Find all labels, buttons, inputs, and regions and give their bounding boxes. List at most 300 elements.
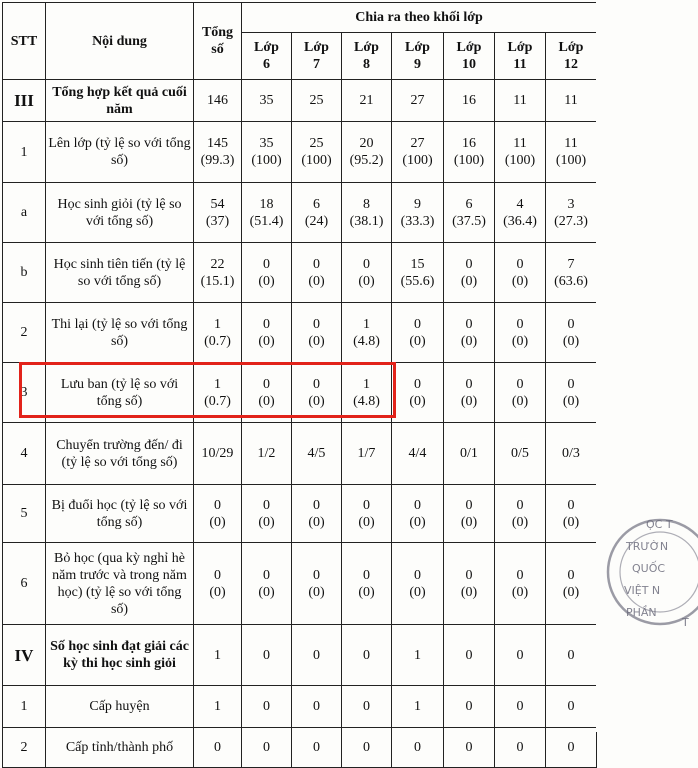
cell-grade-value [444,243,495,303]
header-grade-word: Lớp [304,40,329,55]
cell-grade-value [392,625,444,686]
table-row [3,543,597,625]
cell-count: 1 [414,699,421,714]
cell-percent: (0.7) [204,393,231,409]
cell-grade-value [444,122,495,183]
row-stt: a [3,183,46,243]
cell-grade-value [495,303,546,363]
table-row [3,686,597,728]
cell-grade-value [495,183,546,243]
header-grade-group: Chia ra theo khối lớp [242,3,597,33]
cell-percent: (0) [460,584,478,600]
row-content: Học sinh giỏi (tỷ lệ so với tổng số) [46,183,194,243]
cell-grade-value [342,363,392,423]
cell-grade-value [546,625,597,686]
cell-count: 0 [214,740,221,755]
cell-grade-value [342,543,392,625]
header-total-line2: số [211,42,224,57]
cell-percent: (0) [409,393,426,409]
header-stt: STT [3,3,46,80]
cell-count: 0 [567,567,575,583]
row-content: Số học sinh đạt giải các kỳ thi học sinh giỏi [46,625,194,686]
cell-count: 1 [363,376,370,392]
row-stt: 2 [3,728,46,768]
cell-count: 27 [410,136,425,151]
cell-count: 0 [516,699,524,714]
header-grade-10 [444,33,495,80]
cell-percent: (0) [358,584,375,600]
header-grade-word: Lớp [507,40,533,55]
cell-percent: (0.7) [204,333,231,349]
cell-grade-value [546,303,597,363]
row-stt: III [3,80,46,122]
cell-count: 20 [359,136,374,151]
cell-grade-value [242,80,292,122]
cell-count: 0 [363,647,370,663]
header-total [194,3,242,80]
cell-total [194,543,242,625]
cell-grade-value [495,485,546,543]
cell-grade-value [495,625,546,686]
cell-count: 25 [309,93,324,108]
cell-percent: (0) [562,393,580,409]
row-stt: 4 [3,423,46,485]
cell-grade-value [444,543,495,625]
cell-grade-value [292,625,342,686]
cell-count: 0 [516,567,524,583]
cell-percent: (0) [308,393,325,409]
cell-count: 0 [567,316,575,332]
stamp-text-line: PHẦN [626,606,657,619]
cell-grade-value [342,80,392,122]
row-content: Cấp huyện [46,686,194,728]
table-row [3,80,597,122]
cell-percent: (0) [511,393,529,409]
cell-grade-value [342,625,392,686]
cell-count: 0 [465,316,473,332]
cell-grade-value [292,363,342,423]
stamp-text-line: T [682,616,689,629]
cell-count: 0 [263,567,270,583]
cell-count: 4/5 [307,446,326,461]
cell-grade-value [292,728,342,768]
cell-grade-value [392,183,444,243]
cell-percent: (99.3) [200,153,235,168]
cell-grade-value [392,485,444,543]
cell-count: 0 [567,740,575,755]
cell-percent: (0) [308,333,325,349]
cell-percent: (0) [460,393,478,409]
cell-grade-value [546,686,597,728]
header-grade-number: 10 [462,57,476,72]
cell-percent: (0) [308,584,325,600]
header-total-line1: Tổng [201,25,234,40]
cell-grade-value [292,686,342,728]
cell-grade-value [292,303,342,363]
cell-percent: (33.3) [400,213,435,229]
cell-grade-value [242,303,292,363]
cell-percent: (0) [562,333,580,349]
cell-count: 35 [259,136,274,151]
cell-percent: (95.2) [349,153,384,168]
cell-count: 1 [414,647,421,663]
cell-count: 0 [214,497,221,513]
cell-percent: (0) [258,333,275,349]
cell-grade-value [242,183,292,243]
cell-grade-value [392,686,444,728]
cell-total [194,183,242,243]
cell-grade-value [292,183,342,243]
cell-grade-value [444,80,495,122]
row-stt: IV [3,625,46,686]
cell-grade-value [242,625,292,686]
table-row [3,303,597,363]
row-content: Học sinh tiên tiến (tỷ lệ so với tổng số) [46,243,194,303]
cell-grade-value [242,728,292,768]
cell-count: 0 [313,740,320,755]
cell-percent: (100) [251,153,282,168]
cell-count: 0 [313,497,320,513]
cell-count: 6 [465,196,473,212]
cell-percent: (63.6) [554,273,588,289]
cell-total [194,122,242,183]
cell-count: 1 [214,647,221,663]
cell-count: 0 [567,699,575,714]
cell-percent: (0) [562,584,580,600]
stamp-text-line: QUỐC [632,562,666,575]
cell-count: 0 [313,376,320,392]
cell-percent: (0) [409,514,426,530]
cell-percent: (0) [358,514,375,530]
cell-count: 0 [414,316,421,332]
header-grade-number: 8 [363,57,370,72]
cell-total [194,686,242,728]
row-content: Thi lại (tỷ lệ so với tổng số) [46,303,194,363]
cell-grade-value [292,485,342,543]
cell-grade-value [444,423,495,485]
row-stt: 6 [3,543,46,625]
cell-count: 21 [359,93,374,108]
cell-grade-value [546,80,597,122]
header-grade-word: Lớp [354,40,379,55]
row-stt: 1 [3,686,46,728]
header-grade-number: 12 [564,57,578,72]
cell-grade-value [444,625,495,686]
cell-percent: (0) [209,584,226,600]
cell-count: 0 [516,316,524,332]
cell-total [194,303,242,363]
cell-count: 0 [567,647,575,663]
cell-count: 1 [214,376,221,392]
row-content: Bị đuổi học (tỷ lệ so với tổng số) [46,485,194,543]
cell-count: 0 [465,567,473,583]
cell-count: 0 [363,567,370,583]
cell-count: 145 [207,136,228,151]
cell-count: 146 [207,93,228,108]
cell-grade-value [392,543,444,625]
cell-count: 16 [462,136,476,151]
header-grade-word: Lớp [456,40,482,55]
stamp-text-line: ỌC T [646,518,673,531]
cell-percent: (0) [258,273,275,289]
header-grade-word: Lớp [254,40,279,55]
cell-percent: (100) [555,153,587,168]
cell-grade-value [342,303,392,363]
cell-grade-value [444,686,495,728]
cell-total [194,243,242,303]
row-stt: 2 [3,303,46,363]
cell-count: 0 [363,699,370,714]
cell-count: 0 [465,376,473,392]
cell-count: 0 [414,567,421,583]
cell-count: 0 [313,567,320,583]
cell-percent: (0) [258,393,275,409]
cell-grade-value [342,183,392,243]
cell-total [194,80,242,122]
cell-percent: (0) [258,514,275,530]
cell-count: 4 [516,196,524,212]
cell-grade-value [444,303,495,363]
cell-grade-value [242,485,292,543]
cell-grade-value [546,363,597,423]
cell-percent: (100) [504,153,536,168]
table-row [3,625,597,686]
cell-count: 11 [564,93,578,108]
cell-grade-value [546,485,597,543]
cell-percent: (0) [358,273,375,289]
cell-percent: (51.4) [249,213,284,229]
cell-grade-value [342,485,392,543]
cell-grade-value [444,485,495,543]
table-row [3,363,597,423]
table-row [3,485,597,543]
cell-percent: (0) [511,514,529,530]
header-grade-number: 11 [513,57,527,72]
cell-count: 18 [259,196,274,212]
cell-percent: (100) [402,153,433,168]
cell-grade-value [242,122,292,183]
cell-count: 1/2 [257,446,276,461]
cell-count: 0 [414,497,421,513]
header-grade-7 [292,33,342,80]
cell-count: 11 [513,93,527,108]
cell-total [194,423,242,485]
cell-grade-value [392,303,444,363]
header-grade-12 [546,33,597,80]
cell-count: 0/1 [460,446,478,461]
table-row [3,728,597,768]
cell-percent: (0) [209,514,226,530]
header-grade-word: Lớp [558,40,584,55]
cell-grade-value [495,543,546,625]
cell-grade-value [242,243,292,303]
cell-count: 0 [516,740,524,755]
cell-count: 54 [210,196,225,212]
cell-grade-value [392,728,444,768]
header-grade-number: 9 [414,57,421,72]
cell-percent: (0) [308,273,325,289]
cell-percent: (0) [511,273,529,289]
cell-count: 16 [462,93,476,108]
cell-count: 15 [410,256,425,272]
cell-grade-value [546,183,597,243]
cell-grade-value [392,243,444,303]
cell-grade-value [242,543,292,625]
cell-percent: (0) [308,514,325,530]
row-stt: b [3,243,46,303]
cell-grade-value [392,122,444,183]
cell-percent: (37.5) [452,213,486,229]
cell-percent: (0) [258,584,275,600]
cell-percent: (100) [301,153,332,168]
cell-count: 0 [313,316,320,332]
cell-percent: (0) [562,514,580,530]
cell-count: 4/4 [408,446,427,461]
header-grade-11 [495,33,546,80]
cell-grade-value [292,243,342,303]
cell-count: 0 [263,256,270,272]
header-grade-number: 7 [313,57,320,72]
cell-count: 0/3 [562,446,580,461]
cell-count: 0 [465,699,473,714]
cell-count: 11 [513,136,527,151]
row-content: Lưu ban (tỷ lệ so với tổng số) [46,363,194,423]
cell-count: 9 [414,196,421,212]
cell-grade-value [292,543,342,625]
cell-grade-value [546,543,597,625]
cell-percent: (0) [409,333,426,349]
cell-percent: (4.8) [353,393,380,409]
cell-grade-value [546,423,597,485]
header-grade-8 [342,33,392,80]
cell-grade-value [392,80,444,122]
cell-count: 1 [214,699,221,714]
cell-count: 0 [414,376,421,392]
cell-count: 0 [313,699,320,714]
cell-count: 11 [564,136,578,151]
cell-count: 0 [465,740,473,755]
cell-grade-value [444,363,495,423]
cell-count: 8 [363,196,370,212]
cell-percent: (24) [304,213,329,229]
cell-count: 1/7 [357,446,376,461]
cell-percent: (15.1) [200,273,235,289]
cell-count: 0 [465,497,473,513]
cell-grade-value [242,363,292,423]
cell-percent: (0) [511,584,529,600]
cell-count: 3 [567,196,575,212]
cell-grade-value [292,80,342,122]
header-content: Nội dung [46,3,194,80]
cell-count: 0 [567,497,575,513]
table-row [3,122,597,183]
cell-count: 0 [516,497,524,513]
cell-count: 10/29 [201,446,234,461]
cell-grade-value [392,363,444,423]
cell-grade-value [546,122,597,183]
header-grade-6 [242,33,292,80]
cell-grade-value [495,80,546,122]
table-row [3,183,597,243]
cell-count: 0 [516,647,524,663]
cell-count: 0 [214,567,221,583]
cell-grade-value [342,423,392,485]
cell-count: 0 [363,256,370,272]
row-content: Cấp tỉnh/thành phố [46,728,194,768]
cell-grade-value [444,728,495,768]
cell-total [194,363,242,423]
cell-count: 0/5 [511,446,529,461]
cell-count: 35 [259,93,274,108]
cell-percent: (0) [409,584,426,600]
row-content: Bỏ học (qua kỳ nghỉ hè năm trước và trong năm học) (tỷ lệ so với tổng số) [46,543,194,625]
cell-grade-value [495,423,546,485]
cell-percent: (4.8) [353,333,380,349]
results-table [2,2,597,768]
cell-percent: (0) [511,333,529,349]
cell-count: 0 [363,497,370,513]
table-row [3,423,597,485]
cell-count: 0 [465,256,473,272]
cell-grade-value [342,122,392,183]
header-grade-word: Lớp [405,40,430,55]
cell-count: 0 [263,740,270,755]
cell-count: 0 [363,740,370,755]
row-stt: 3 [3,363,46,423]
cell-percent: (37) [205,213,230,229]
cell-grade-value [495,363,546,423]
cell-grade-value [292,122,342,183]
cell-percent: (27.3) [554,213,588,229]
cell-count: 0 [263,699,270,714]
cell-count: 0 [567,376,575,392]
cell-grade-value [495,243,546,303]
cell-count: 6 [313,196,320,212]
row-content: Tổng hợp kết quả cuối năm [46,80,194,122]
stamp-text-line: VIỆT N [624,584,661,597]
cell-count: 0 [414,740,421,755]
stamp-text-line: TRƯỜN [626,540,669,553]
cell-count: 0 [263,376,270,392]
cell-count: 0 [263,316,270,332]
cell-count: 1 [363,316,370,332]
cell-grade-value [495,728,546,768]
cell-grade-value [495,122,546,183]
header-grade-number: 6 [263,57,270,72]
cell-grade-value [444,183,495,243]
table-row [3,243,597,303]
cell-percent: (0) [460,514,478,530]
cell-count: 7 [567,256,575,272]
row-stt: 5 [3,485,46,543]
cell-grade-value [342,728,392,768]
cell-count: 27 [410,93,425,108]
cell-total [194,728,242,768]
cell-grade-value [292,423,342,485]
cell-percent: (36.4) [503,213,537,229]
cell-percent: (55.6) [400,273,435,289]
cell-grade-value [342,686,392,728]
cell-grade-value [242,423,292,485]
cell-percent: (38.1) [349,213,384,229]
cell-count: 22 [210,256,225,272]
row-content: Lên lớp (tỷ lệ so với tổng số) [46,122,194,183]
cell-count: 0 [313,647,320,663]
cell-total [194,625,242,686]
cell-count: 25 [309,136,324,151]
cell-grade-value [242,686,292,728]
cell-total [194,485,242,543]
